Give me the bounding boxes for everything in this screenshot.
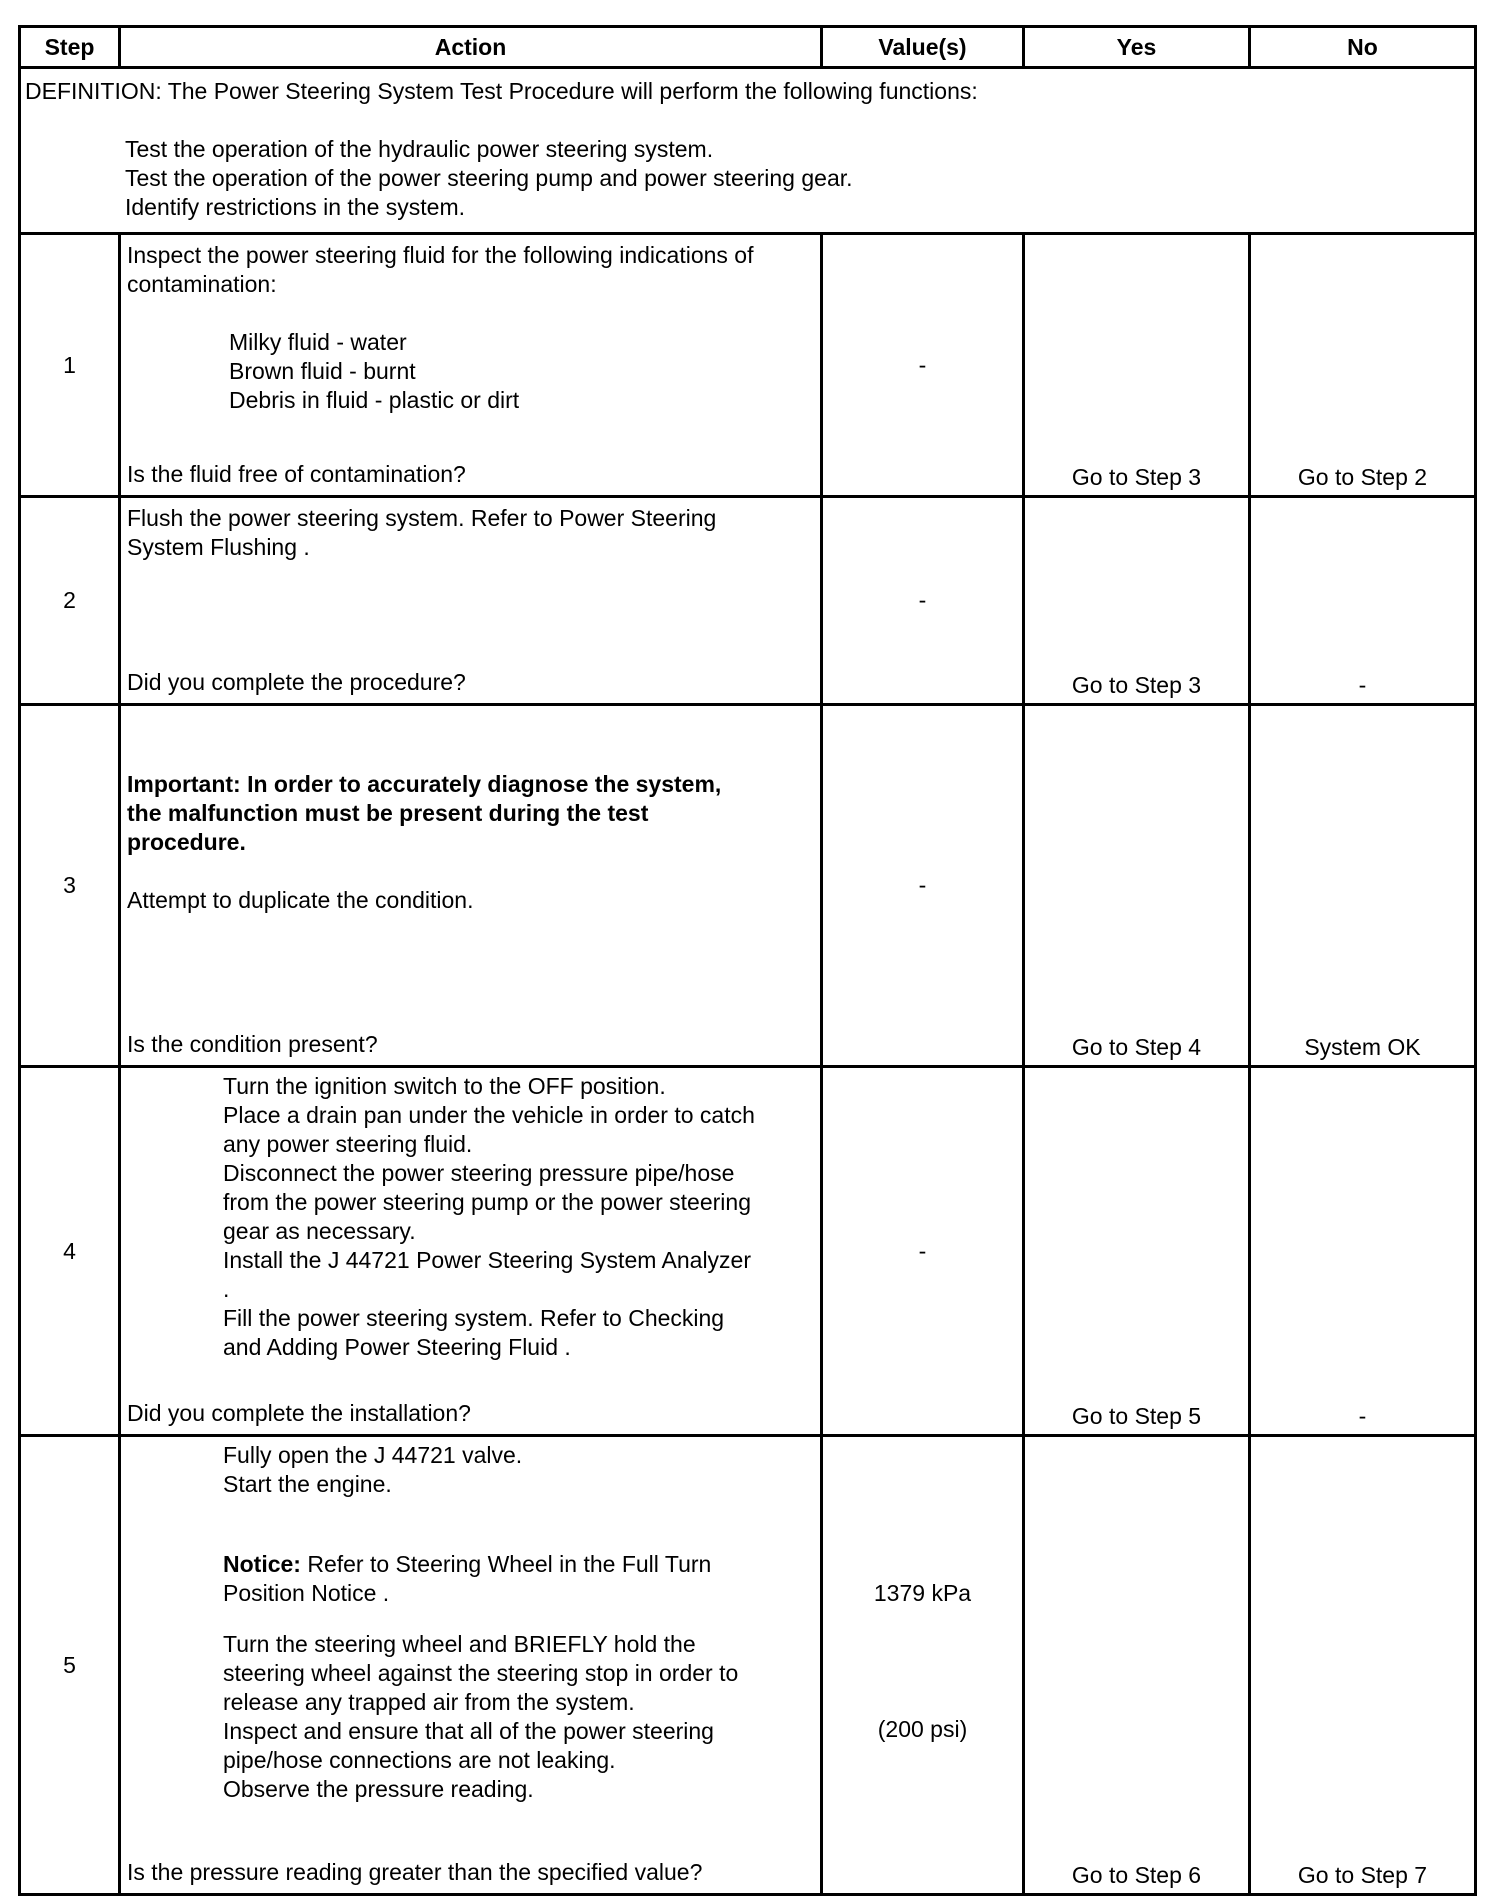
value-kpa: 1379 kPa <box>873 1580 972 1606</box>
step-row-4 <box>20 1067 1476 1436</box>
definition-item: Test the operation of the power steering pump and power steering gear. <box>125 165 853 191</box>
action-item: Inspect and ensure that all of the power steering <box>223 1718 714 1744</box>
yes-cell: Go to Step 3 <box>1024 234 1250 497</box>
action-text: contamination: <box>127 271 277 297</box>
action-cell <box>120 497 822 705</box>
action-item: release any trapped air from the system. <box>223 1689 635 1715</box>
definition-item: Identify restrictions in the system. <box>125 194 466 220</box>
value-cell: - <box>822 1067 1024 1436</box>
step-row-1 <box>20 234 1476 497</box>
step-question: Is the condition present? <box>127 1031 378 1057</box>
step-question: Is the pressure reading greater than the specified value? <box>127 1859 703 1885</box>
step-row-3 <box>20 705 1476 1067</box>
header-action: Action <box>120 27 822 68</box>
yes-cell: Go to Step 6 <box>1024 1436 1250 1895</box>
action-item: pipe/hose connections are not leaking. <box>223 1747 616 1773</box>
step-number: 4 <box>20 1067 120 1436</box>
value-cell: - <box>822 234 1024 497</box>
step-question: Did you complete the installation? <box>127 1400 471 1426</box>
action-text: System Flushing . <box>127 534 310 560</box>
value-cell: - <box>822 497 1024 705</box>
notice-text-2: Position Notice . <box>223 1580 390 1606</box>
action-item: from the power steering pump or the power steering <box>223 1189 751 1215</box>
action-cell <box>120 234 822 497</box>
step-number: 2 <box>20 497 120 705</box>
header-row <box>20 27 1476 68</box>
action-item: Fully open the J 44721 valve. <box>223 1442 523 1468</box>
header-yes: Yes <box>1024 27 1250 68</box>
definition-item: Test the operation of the hydraulic power steering system. <box>125 136 714 162</box>
contamination-item: Milky fluid - water <box>229 329 407 355</box>
step-number: 1 <box>20 234 120 497</box>
action-item: Place a drain pan under the vehicle in order to catch <box>223 1102 755 1128</box>
action-cell <box>120 1436 822 1895</box>
contamination-item: Brown fluid - burnt <box>229 358 416 384</box>
procedure-table <box>18 25 1477 1896</box>
header-values: Value(s) <box>822 27 1024 68</box>
action-text: Flush the power steering system. Refer to Power Steering <box>127 505 717 531</box>
important-note: procedure. <box>127 829 246 855</box>
yes-cell: Go to Step 5 <box>1024 1067 1250 1436</box>
header-step: Step <box>20 27 120 68</box>
step-number: 5 <box>20 1436 120 1895</box>
action-text: Inspect the power steering fluid for the following indications of <box>127 242 754 268</box>
important-note: Important: In order to accurately diagnose the system, <box>127 771 722 797</box>
step-question: Is the fluid free of contamination? <box>127 461 466 487</box>
no-cell: - <box>1250 1067 1476 1436</box>
definition-row <box>20 68 1476 234</box>
action-text: Attempt to duplicate the condition. <box>127 887 474 913</box>
action-item: Observe the pressure reading. <box>223 1776 534 1802</box>
value-psi: (200 psi) <box>877 1716 968 1742</box>
notice-text: Refer to Steering Wheel in the Full Turn <box>300 1551 712 1577</box>
action-cell <box>120 1067 822 1436</box>
value-cell: - <box>822 705 1024 1067</box>
value-cell <box>822 1436 1024 1895</box>
step-question: Did you complete the procedure? <box>127 669 466 695</box>
step-row-5 <box>20 1436 1476 1895</box>
yes-cell: Go to Step 3 <box>1024 497 1250 705</box>
action-item: Start the engine. <box>223 1471 392 1497</box>
action-item: gear as necessary. <box>223 1218 416 1244</box>
action-item: . <box>223 1276 230 1302</box>
definition-cell <box>20 68 1476 234</box>
no-cell: Go to Step 2 <box>1250 234 1476 497</box>
action-item: Fill the power steering system. Refer to Checking <box>223 1305 725 1331</box>
notice <box>121 1550 820 1579</box>
action-cell <box>120 705 822 1067</box>
action-item: Turn the steering wheel and BRIEFLY hold the <box>223 1631 696 1657</box>
action-item: Disconnect the power steering pressure pipe/hose <box>223 1160 735 1186</box>
action-item: any power steering fluid. <box>223 1131 473 1157</box>
notice-label: Notice: <box>223 1551 301 1577</box>
action-item: Install the J 44721 Power Steering System Analyzer <box>223 1247 752 1273</box>
action-item: and Adding Power Steering Fluid . <box>223 1334 571 1360</box>
step-row-2 <box>20 497 1476 705</box>
important-note: the malfunction must be present during the test <box>127 800 649 826</box>
contamination-item: Debris in fluid - plastic or dirt <box>229 387 520 413</box>
no-cell: Go to Step 7 <box>1250 1436 1476 1895</box>
definition-intro: DEFINITION: The Power Steering System Test Procedure will perform the following functions: <box>25 78 978 104</box>
yes-cell: Go to Step 4 <box>1024 705 1250 1067</box>
no-cell: System OK <box>1250 705 1476 1067</box>
no-cell: - <box>1250 497 1476 705</box>
step-number: 3 <box>20 705 120 1067</box>
action-item: Turn the ignition switch to the OFF position. <box>223 1073 666 1099</box>
action-item: steering wheel against the steering stop in order to <box>223 1660 739 1686</box>
header-no: No <box>1250 27 1476 68</box>
